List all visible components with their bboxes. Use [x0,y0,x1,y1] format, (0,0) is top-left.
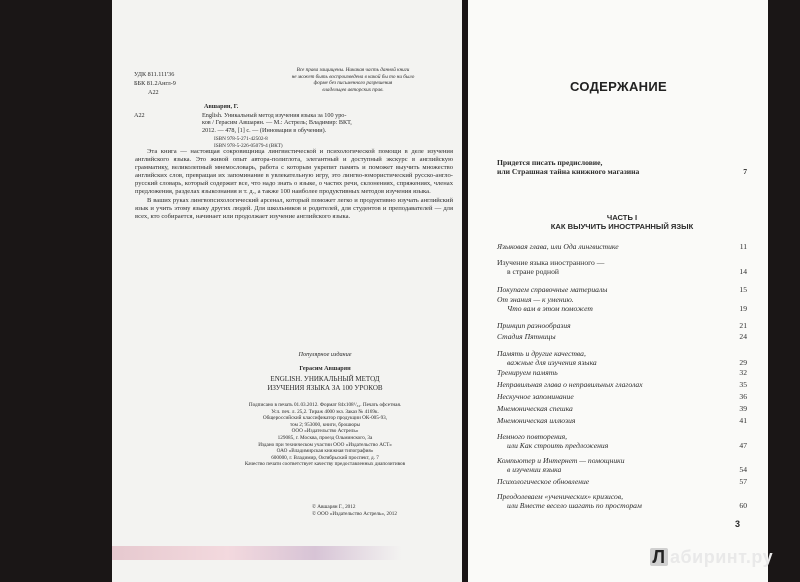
labirint-logo-icon: Л [650,548,668,566]
toc-entry [497,404,747,413]
toc-entry [497,349,747,367]
isbn-2: ISBN 978-5-226-05079-4 (ВКТ) [214,143,283,149]
toc-entry-line: Преодолеваем «ученических» кризисов, [497,492,624,501]
toc-entry-line: Тренируем память [497,368,558,377]
toc-page-number: 41 [739,416,747,425]
toc-entry [497,392,747,401]
toc-entry [497,432,747,450]
toc-page-number: 14 [739,267,747,276]
toc-entry [497,477,747,486]
toc-entry-line: От знания — к умению. [497,295,574,304]
toc-entry [497,258,747,276]
part-title: КАК ВЫУЧИТЬ ИНОСТРАННЫЙ ЯЗЫК [550,222,694,231]
toc-page-number: 7 [743,167,747,176]
title-line: ИЗУЧЕНИЯ ЯЗЫКА ЗА 100 УРОКОВ [267,383,383,392]
copyright-publisher: © ООО «Издательство Астрель», 2012 [312,511,397,517]
toc-entry [497,332,747,341]
toc-entry-line: в изучении языка [507,465,562,474]
toc-entry-line: важные для изучения языка [507,358,597,367]
toc-entry-line: Языковая глава, или Ода лингвистике [497,242,619,251]
toc-entry [497,380,747,389]
toc-entry-line: или Как строить предложения [507,441,609,450]
toc-entry-line: Немного повторения, [497,432,568,441]
page-number: 3 [735,519,741,529]
cover-edge-stripe [112,546,402,560]
author-heading: Авшарян, Г. [204,103,239,110]
biblio-line: 2012. — 478, [1] с. — (Инновации в обучении). [202,126,327,134]
toc-entry [497,295,747,313]
watermark-text: абиринт.ру [670,547,774,567]
toc-entry-line: или Вместе весело шагать по просторам [507,501,642,510]
rights-line: не может быть воспроизведена в какой бы то ни было [291,73,415,80]
toc-entry [497,285,747,294]
toc-page-number: 39 [739,404,747,413]
part-label: ЧАСТЬ I [606,213,638,222]
toc-title: СОДЕРЖАНИЕ [570,79,667,94]
toc-page-number: 24 [739,332,747,341]
imprint-line: Подписано в печать 01.03.2012. Формат 84x108¹/₃₂. Печать офсетная. [248,402,402,408]
imprint-block [235,402,415,468]
class-code: А22 [148,89,159,96]
labirint-watermark [650,547,773,568]
copyright-author: © Авшарян Г., 2012 [312,504,356,510]
toc-entry-line: Мнемоническая спешка [497,404,573,413]
toc-entry [497,492,747,510]
toc-page-number: 36 [739,392,747,401]
imprint-line: 600000, г. Владимир, Октябрьский проспект, д. 7 [271,454,379,461]
title-caps [235,375,415,392]
toc-entry-line: Компьютер и Интернет — помощники [497,456,625,465]
bbk: ББК 81.2Англ-9 [134,80,176,87]
toc-entry [497,456,747,474]
toc-page-number: 21 [739,321,747,330]
annotation [135,148,453,221]
imprint-line: 129085, г. Москва, проезд Ольминского, 3а [277,434,373,441]
imprint-line: Общероссийский классификатор продукции ОК-005-93, [262,415,388,422]
title-line: ENGLISH. УНИКАЛЬНЫЙ МЕТОД [270,375,380,383]
toc-page-number: 29 [739,358,747,367]
toc-page-number: 32 [739,368,747,377]
toc-entry-line: Мнемоническая иллюзия [497,416,576,425]
rights-line: владельцев авторских прав. [322,86,384,93]
toc-page-number: 11 [739,242,747,251]
imprint-line: ООО «Издательство Астрель» [291,428,359,435]
rights-line: Все права защищены. Никакая часть данной книги [296,67,410,73]
edition-type: Популярное издание [298,351,352,358]
toc-page-number: 60 [739,501,747,510]
rights-notice [258,67,448,93]
toc-page-number: 15 [739,285,747,294]
biblio-record [202,112,352,134]
imprint-line: Качество печати соответствует качеству предоставленных диапозитивов [244,461,406,468]
imprint-line: ОАО «Владимирская книжная типография» [276,448,374,455]
toc-entry [497,242,747,251]
toc-entry [497,321,747,330]
toc-page-number: 19 [739,304,747,313]
annotation-paragraph: Эта книга — настоящая сокровищница лингвистической и психологической помощи в деле изучения английского языка. Это живой опыт автора-полиглота, элегантный и доступный экскурс в английскую грамматику, великолепный мнемословарь, работа с которым укрепит память и поможет выучить множество английских слов, превращая их запоминание в увлекательную игру, это лингво-юмористический русско-англо-русский словарь, который содержит все, что надо знать о языке, о частях речи, склонениях, спряжениях, членах предложения, разделах языкознания и т. д., а также 100 наиболее продуктивных методов изучения языка. [135,148,453,196]
toc-entry-line: Стадия Пятницы [497,332,556,341]
author-full: Герасим Авшарян [299,365,351,372]
toc-entry-line: Память и другие качества, [497,349,586,358]
toc-page-number: 57 [739,477,747,486]
toc-entry-line: Что вам в этом поможет [507,304,593,313]
imprint-line: Издано при техническом участии ООО «Издательство АСТ» [258,441,392,448]
imprint-line: Усл. печ. л. 25,2. Тираж 4000 экз. Заказ № 4169к. [271,408,379,415]
toc-entry-line: в стране родной [507,267,559,276]
rights-line: форме без письменного разрешения [313,80,393,87]
toc-entry-line: Принцип разнообразия [497,321,571,330]
toc-preface [497,158,747,176]
toc-page-number: 54 [739,465,747,474]
toc-page-number: 35 [739,380,747,389]
toc-entry-line: Придется писать предисловие, [497,158,603,167]
biblio-line: English. Уникальный метод изучения языка за 100 уро- [202,112,347,119]
class-code-2: А22 [134,112,145,119]
toc-entry [497,416,747,425]
udk: УДК 811.111'36 [134,71,175,78]
toc-entry-line: Нескучное запоминание [497,392,574,401]
isbn-1: ISBN 978-5-271-42502-8 [214,136,268,142]
toc-page-number: 47 [739,441,747,450]
toc-entry [497,368,747,377]
toc-entry-line: Изучение языка иностранного — [497,258,605,267]
toc-entry-line: или Страшная тайна книжного магазина [497,167,640,176]
biblio-line: ков / Герасим Авшарян. — М.: Астрель; Владимир: ВКТ, [202,119,352,127]
imprint-line: том 2; 953000, книги, брошюры [289,421,361,428]
annotation-paragraph: В ваших руках лингвопсихологический арсенал, который поможет легко и продуктивно изучать английский язык и учить этому языку других людей. Для школьников и родителей, для студентов и преподавателей — для всех, кто собирается, начинает или продолжает изучение английского языка. [135,196,453,220]
toc-entry-line: Неправильная глава о неправильных глаголах [497,380,643,389]
toc-entry-line: Покупаем справочные материалы [497,285,608,294]
toc-entry-line: Психологическое обновление [497,477,590,486]
